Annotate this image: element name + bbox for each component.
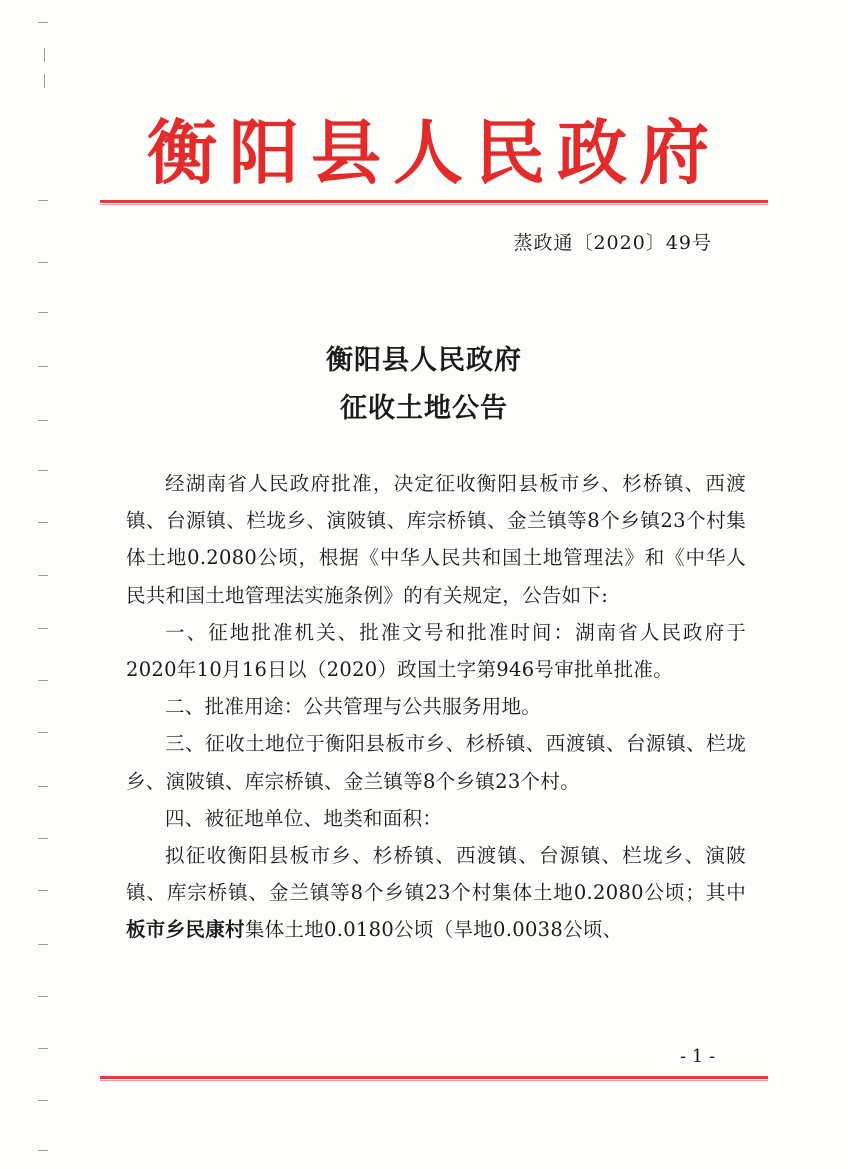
margin-tick (38, 890, 48, 891)
paragraph-intro: 经湖南省人民政府批准，决定征收衡阳县板市乡、杉桥镇、西渡镇、台源镇、栏垅乡、演陂镇、库宗桥镇、金兰镇等8个乡镇23个村集体土地0.2080公顷，根据《中华人民共和国土地管理法》和《中华人民共和国土地管理法实施条例》的有关规定，公告如下: (126, 472, 746, 607)
notice-title-line2: 征收土地公告 (340, 393, 508, 424)
margin-tick (38, 996, 48, 997)
margin-tick (38, 22, 48, 23)
margin-tick (38, 680, 48, 681)
margin-tick (44, 74, 45, 88)
paragraph-location: 三、征收土地位于衡阳县板市乡、杉桥镇、西渡镇、台源镇、栏垅乡、演陂镇、库宗桥镇、金兰镇等8个乡镇23个村。 (126, 732, 746, 793)
document-number: 蒸政通〔2020〕49号 (513, 232, 712, 254)
margin-tick (38, 838, 48, 839)
margin-tick (38, 1100, 48, 1101)
notice-body (126, 465, 746, 949)
header-red-rule (100, 200, 768, 205)
margin-tick (38, 628, 48, 629)
margin-tick (38, 312, 48, 313)
margin-tick (38, 786, 48, 787)
letterhead-title: 衡阳县人民政府 (147, 111, 721, 194)
scan-margin (0, 0, 70, 1169)
margin-tick (38, 200, 48, 201)
margin-tick (38, 1048, 48, 1049)
paragraph-section-four: 四、被征地单位、地类和面积： (165, 806, 443, 830)
margin-tick (38, 944, 48, 945)
margin-tick (38, 470, 48, 471)
margin-tick (38, 1150, 48, 1151)
margin-tick (38, 522, 48, 523)
paragraph-land-detail (126, 837, 746, 949)
paragraph-usage: 二、批准用途：公共管理与公共服务用地。 (165, 695, 542, 719)
margin-tick (38, 262, 48, 263)
margin-tick (38, 575, 48, 576)
village-name: 板市乡民康村 (126, 918, 245, 942)
notice-title-line1: 衡阳县人民政府 (326, 345, 522, 376)
footer-red-rule (100, 1076, 768, 1081)
page-number: - 1 - (680, 1046, 716, 1067)
margin-tick (44, 48, 45, 62)
margin-tick (38, 732, 48, 733)
paragraph-approval: 一、征地批准机关、批准文号和批准时间：湖南省人民政府于2020年10月16日以（2020）政国土字第946号审批单批准。 (126, 620, 746, 682)
land-detail-start: 拟征收衡阳县板市乡、杉桥镇、西渡镇、台源镇、栏垅乡、演陂镇、库宗桥镇、金兰镇等8个乡镇23个村集体土地0.2080公顷；其中 (126, 844, 746, 905)
land-detail-end: 集体土地0.0180公顷（旱地0.0038公顷、 (244, 918, 623, 942)
